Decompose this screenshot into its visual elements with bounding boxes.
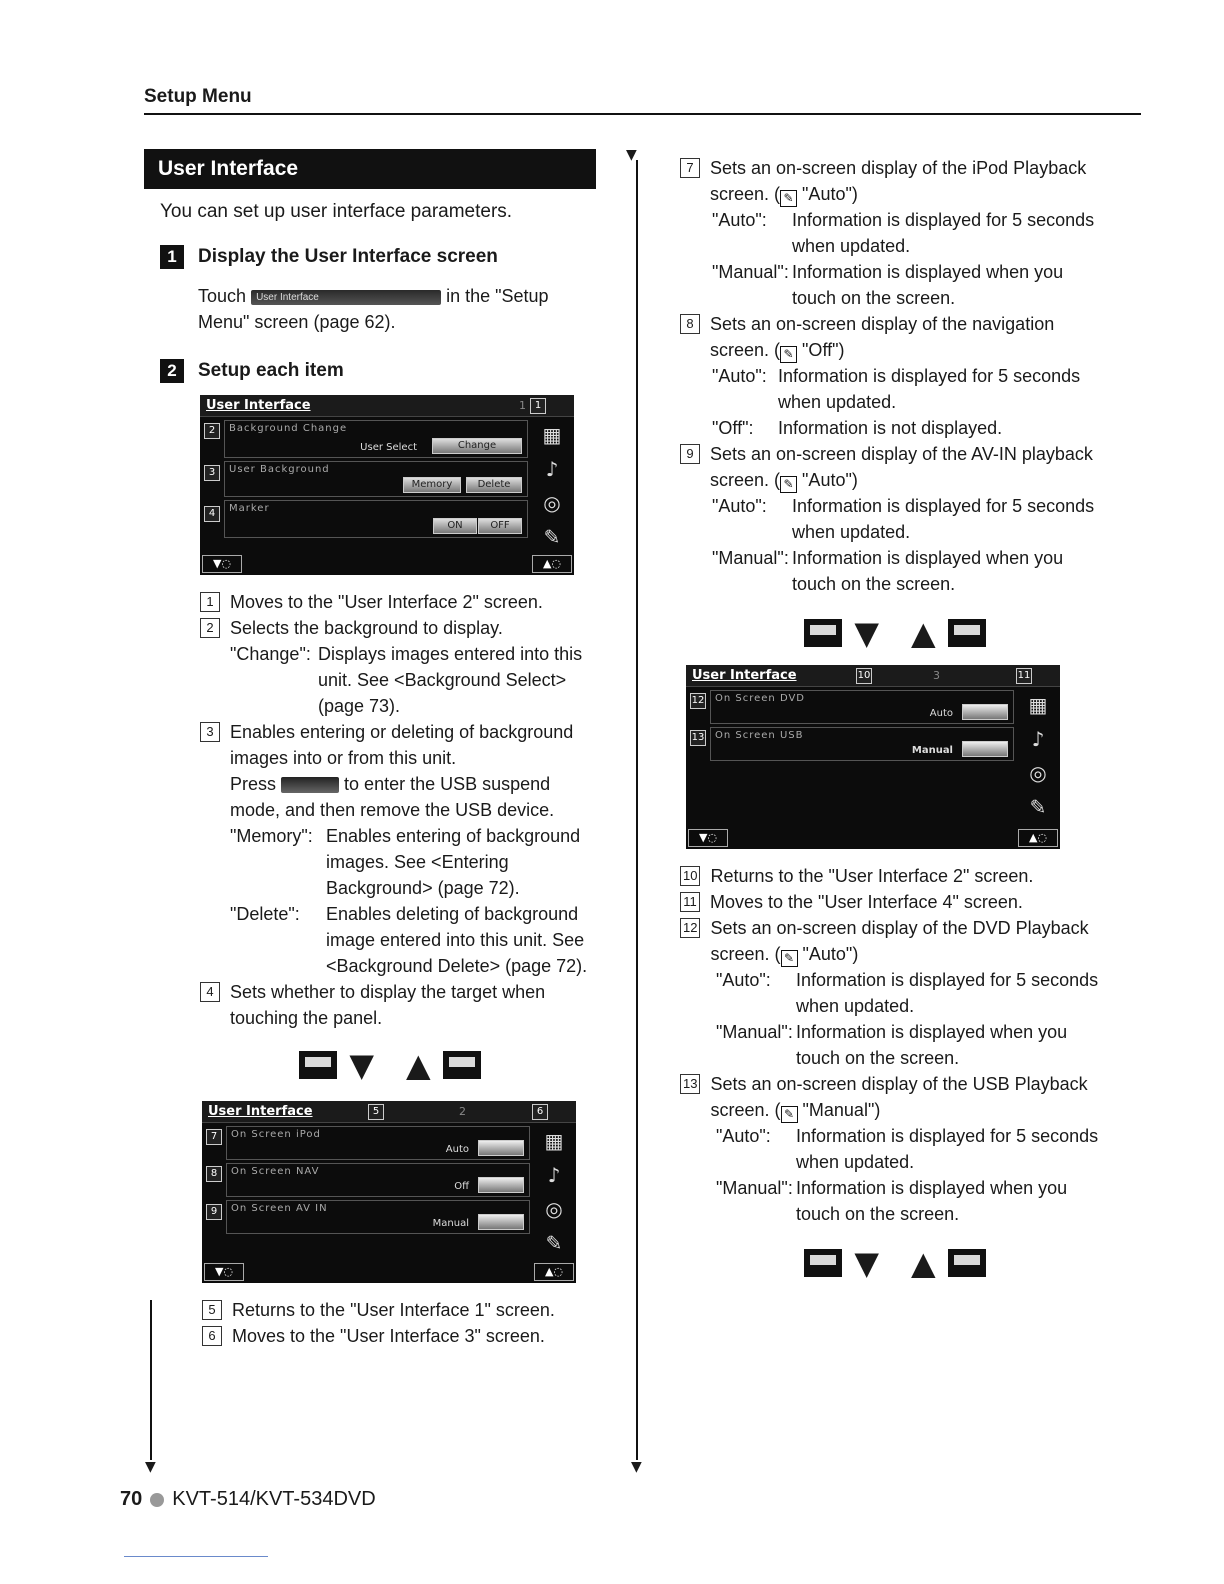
row-background-change (224, 420, 528, 458)
row-label: On Screen iPod (231, 1129, 321, 1140)
scroll-up-button[interactable]: ▲◌ (532, 555, 572, 573)
item-13-default: "Manual") (802, 1100, 881, 1120)
item-12-default: "Auto") (802, 944, 859, 964)
tune-icon[interactable]: ♪ (545, 457, 559, 481)
row-label: User Background (229, 464, 330, 475)
dvd-toggle-button[interactable] (962, 704, 1008, 720)
item-5 (202, 1297, 596, 1323)
globe-icon[interactable]: ◎ (545, 1197, 563, 1221)
prev-screen-icon (804, 619, 842, 647)
scroll-down-button[interactable]: ▼◌ (204, 1263, 244, 1281)
ipod-toggle-button[interactable] (478, 1140, 524, 1156)
row-nav (226, 1163, 530, 1197)
row-value: Auto (929, 708, 953, 719)
manual-key: "Manual": (712, 262, 789, 282)
item-8-default: "Off") (802, 340, 845, 360)
row-ipod (226, 1126, 530, 1160)
side-icons (536, 423, 568, 549)
item-2-num: 2 (200, 618, 220, 638)
marker-1: 1 (530, 398, 546, 414)
section-intro: You can set up user interface parameters. (160, 201, 513, 222)
center-column-guide (636, 160, 638, 1460)
down-arrow-icon: ▼ (349, 1046, 374, 1084)
item-4 (200, 979, 596, 1031)
item-4-num: 4 (200, 982, 220, 1002)
step-1-number: 1 (160, 245, 184, 269)
on-button[interactable]: ON (433, 518, 477, 534)
row-sub: User Select (360, 442, 417, 453)
model-name: KVT-514/KVT-534DVD (172, 1488, 376, 1510)
item-12-auto (716, 967, 1110, 1019)
item-9-text (710, 441, 1110, 493)
step-2 (160, 359, 596, 383)
marker-3: 3 (204, 465, 220, 481)
memory-value: Enables entering of background images. See <Entering Background> (page 72). (326, 826, 581, 898)
item-8-num: 8 (680, 314, 700, 334)
press-post-text: to enter the USB suspend mode, and then remove the USB device. (230, 774, 555, 820)
row-value: Manual (911, 745, 953, 756)
item-3-num: 3 (200, 722, 220, 742)
row-user-background (224, 461, 528, 497)
usb-toggle-button[interactable] (962, 741, 1008, 757)
screen-2-topbar (202, 1101, 576, 1123)
marker-8: 8 (206, 1166, 222, 1182)
screen-user-interface-3 (686, 665, 1060, 849)
item-11-num: 11 (680, 892, 700, 912)
nav-toggle-button[interactable] (478, 1177, 524, 1193)
screen-3-page: 3 (933, 669, 940, 682)
manual-value: Information is displayed when you touch on the screen. (796, 1178, 1068, 1224)
touch-post-text: in the "Setup Menu" screen (page 62). (198, 286, 549, 332)
item-7-manual (712, 259, 1110, 311)
section-title: User Interface (144, 149, 596, 189)
up-arrow-icon: ▲ (911, 614, 936, 652)
user-interface-button[interactable]: User Interface (251, 290, 441, 305)
item-10-num: 10 (680, 866, 700, 886)
delete-key: "Delete": (230, 904, 300, 924)
grid-icon[interactable]: ▦ (544, 1129, 564, 1153)
item-8-desc: Sets an on-screen display of the navigation screen. ( (710, 314, 1055, 360)
row-label: Marker (229, 503, 270, 514)
row-avin (226, 1200, 530, 1234)
item-8 (680, 311, 1110, 363)
item-7-num: 7 (680, 158, 700, 178)
row-dvd (710, 690, 1014, 724)
item-2-change (230, 641, 596, 719)
item-3 (200, 719, 596, 771)
nav-arrows-2 (680, 614, 1110, 652)
scroll-down-button[interactable]: ▼◌ (688, 829, 728, 847)
item-7-auto (712, 207, 1110, 259)
down-arrow-icon: ▼ (854, 614, 879, 652)
step-1-body (198, 283, 596, 335)
delete-value: Enables deleting of background image entered into this unit. See <Background Delete> (page 72). (326, 904, 588, 976)
item-3-delete (230, 901, 596, 979)
off-button[interactable]: OFF (478, 518, 522, 534)
item-6 (202, 1323, 596, 1349)
item-13 (680, 1071, 1110, 1123)
nav-arrows-3 (680, 1244, 1110, 1282)
auto-value: Information is displayed for 5 seconds when updated. (792, 210, 1095, 256)
item-7-default: "Auto") (802, 184, 858, 204)
marker-7: 7 (206, 1129, 222, 1145)
item-12-num: 12 (680, 918, 700, 938)
marker-10: 10 (856, 668, 872, 684)
right-items-2 (680, 863, 1110, 1227)
screen-2-title: User Interface (208, 1104, 313, 1119)
step-1 (160, 245, 596, 269)
item-10-text: Returns to the "User Interface 2" screen. (710, 866, 1034, 886)
item-9-default: "Auto") (802, 470, 858, 490)
item-13-desc: Sets an on-screen display of the USB Playback screen. ( (710, 1074, 1088, 1120)
change-button[interactable]: Change (432, 438, 522, 454)
item-12 (680, 915, 1110, 967)
next-screen-icon (948, 1249, 986, 1277)
item-8-off (712, 415, 1110, 441)
row-value: Off (454, 1181, 469, 1192)
item-2-text: Selects the background to display. (230, 618, 503, 638)
tune-icon[interactable]: ♪ (1031, 727, 1045, 751)
center-guide-arrow-bottom: ▼ (631, 1459, 642, 1475)
manual-value: Information is displayed when you touch on the screen. (796, 1022, 1068, 1068)
center-guide-arrow-top: ▼ (626, 147, 637, 163)
grid-icon[interactable]: ▦ (1028, 693, 1048, 717)
item-9-num: 9 (680, 444, 700, 464)
item-7-desc: Sets an on-screen display of the iPod Playback screen. ( (710, 158, 1087, 204)
memory-key: "Memory": (230, 826, 313, 846)
down-arrow-icon: ▼ (854, 1244, 879, 1282)
screen-2-page: 2 (459, 1105, 466, 1118)
wrench-icon: ✎ (781, 1106, 798, 1123)
wrench-icon: ✎ (780, 346, 797, 363)
memory-button[interactable]: Memory (403, 477, 461, 493)
item-13-num: 13 (680, 1074, 700, 1094)
usb-suspend-button[interactable] (281, 777, 339, 793)
row-usb (710, 727, 1014, 761)
manual-key: "Manual": (716, 1178, 793, 1198)
change-value: Displays images entered into this unit. See <Background Select> (page 73). (318, 644, 583, 716)
item-12-text (710, 915, 1110, 967)
left-column (144, 149, 596, 1349)
off-key: "Off": (712, 418, 754, 438)
auto-value: Information is displayed for 5 seconds when updated. (792, 496, 1095, 542)
screen-3-title: User Interface (692, 668, 797, 683)
marker-6: 6 (532, 1104, 548, 1120)
press-text: Press (230, 774, 277, 794)
header-rule (144, 113, 1141, 115)
item-7-text (710, 155, 1110, 207)
item-9-manual (712, 545, 1110, 597)
auto-key: "Auto": (716, 1126, 771, 1146)
auto-value: Information is displayed for 5 seconds when updated. (796, 1126, 1099, 1172)
left-guide-arrow: ▼ (145, 1459, 156, 1475)
globe-icon[interactable]: ◎ (1029, 761, 1047, 785)
globe-icon[interactable]: ◎ (543, 491, 561, 515)
auto-key: "Auto": (712, 366, 767, 386)
item-11 (680, 889, 1110, 915)
item-8-text (710, 311, 1110, 363)
tool-icon[interactable]: ✎ (545, 1231, 563, 1255)
avin-toggle-button[interactable] (478, 1214, 524, 1230)
manual-key: "Manual": (712, 548, 789, 568)
side-icons (1022, 693, 1054, 819)
item-7 (680, 155, 1110, 207)
nav-arrows-1 (184, 1046, 596, 1084)
item-13-auto (716, 1123, 1110, 1175)
left-items-2 (202, 1297, 596, 1349)
item-11-text: Moves to the "User Interface 4" screen. (710, 892, 1023, 912)
prev-screen-icon (299, 1051, 337, 1079)
item-8-auto (712, 363, 1110, 415)
item-4-text: Sets whether to display the target when touching the panel. (230, 982, 546, 1028)
auto-key: "Auto": (712, 210, 767, 230)
screen-1-page: 1 (519, 399, 526, 412)
wrench-icon: ✎ (780, 476, 797, 493)
wrench-icon: ✎ (780, 190, 797, 207)
screen-3-topbar (686, 665, 1060, 687)
item-1 (200, 589, 596, 615)
item-1-text: Moves to the "User Interface 2" screen. (230, 592, 543, 612)
auto-value: Information is displayed for 5 seconds when updated. (796, 970, 1099, 1016)
item-2 (200, 615, 596, 641)
auto-value: Information is displayed for 5 seconds when updated. (778, 366, 1081, 412)
item-10 (680, 863, 1110, 889)
bullet-icon (150, 1493, 164, 1507)
row-label: On Screen DVD (715, 693, 806, 704)
left-items-1 (200, 589, 596, 1031)
row-value: Manual (432, 1218, 469, 1229)
side-icons (538, 1129, 570, 1255)
footer-line (124, 1556, 268, 1557)
delete-button[interactable]: Delete (466, 477, 522, 493)
screen-1-title: User Interface (206, 398, 311, 413)
row-marker (224, 500, 528, 538)
item-9 (680, 441, 1110, 493)
item-5-text: Returns to the "User Interface 1" screen. (232, 1300, 555, 1320)
page-number: 70 (120, 1488, 143, 1510)
step-1-title: Display the User Interface screen (198, 246, 498, 267)
scroll-up-button[interactable]: ▲◌ (534, 1263, 574, 1281)
item-3-text: Enables entering or deleting of background images into or from this unit. (230, 722, 574, 768)
up-arrow-icon: ▲ (406, 1046, 431, 1084)
touch-text: Touch (198, 286, 247, 306)
up-arrow-icon: ▲ (911, 1244, 936, 1282)
tool-icon[interactable]: ✎ (1029, 795, 1047, 819)
page-header-title: Setup Menu (144, 86, 252, 107)
page-footer (120, 1488, 376, 1511)
row-label: On Screen NAV (231, 1166, 320, 1177)
step-2-title: Setup each item (198, 360, 344, 381)
manual-value: Information is displayed when you touch on the screen. (792, 548, 1064, 594)
item-9-desc: Sets an on-screen display of the AV-IN playback screen. ( (710, 444, 1093, 490)
grid-icon[interactable]: ▦ (542, 423, 562, 447)
change-key: "Change": (230, 644, 311, 664)
marker-11: 11 (1016, 668, 1032, 684)
scroll-down-button[interactable]: ▼◌ (202, 555, 242, 573)
manual-key: "Manual": (716, 1022, 793, 1042)
item-3-press (230, 771, 596, 823)
auto-key: "Auto": (716, 970, 771, 990)
row-value: Auto (445, 1144, 469, 1155)
item-9-auto (712, 493, 1110, 545)
row-label: Background Change (229, 423, 348, 434)
item-5-num: 5 (202, 1300, 222, 1320)
marker-2: 2 (204, 423, 220, 439)
manual-value: Information is displayed when you touch on the screen. (792, 262, 1064, 308)
item-1-num: 1 (200, 592, 220, 612)
item-13-manual (716, 1175, 1110, 1227)
item-13-text (710, 1071, 1110, 1123)
item-12-manual (716, 1019, 1110, 1071)
tool-icon[interactable]: ✎ (543, 525, 561, 549)
marker-4: 4 (204, 506, 220, 522)
tune-icon[interactable]: ♪ (547, 1163, 561, 1187)
item-6-text: Moves to the "User Interface 3" screen. (232, 1326, 545, 1346)
wrench-icon: ✎ (781, 950, 798, 967)
row-label: On Screen AV IN (231, 1203, 328, 1214)
next-screen-icon (443, 1051, 481, 1079)
screen-user-interface-2 (202, 1101, 576, 1283)
off-value: Information is not displayed. (778, 418, 1003, 438)
right-column (680, 155, 1110, 1282)
marker-13: 13 (690, 730, 706, 746)
item-12-desc: Sets an on-screen display of the DVD Playback screen. ( (710, 918, 1089, 964)
auto-key: "Auto": (712, 496, 767, 516)
screen-1-topbar (200, 395, 574, 417)
row-label: On Screen USB (715, 730, 804, 741)
screen-user-interface-1 (200, 395, 574, 575)
marker-12: 12 (690, 693, 706, 709)
marker-5: 5 (368, 1104, 384, 1120)
item-3-memory (230, 823, 596, 901)
marker-9: 9 (206, 1204, 222, 1220)
step-2-number: 2 (160, 359, 184, 383)
prev-screen-icon (804, 1249, 842, 1277)
next-screen-icon (948, 619, 986, 647)
scroll-up-button[interactable]: ▲◌ (1018, 829, 1058, 847)
item-6-num: 6 (202, 1326, 222, 1346)
